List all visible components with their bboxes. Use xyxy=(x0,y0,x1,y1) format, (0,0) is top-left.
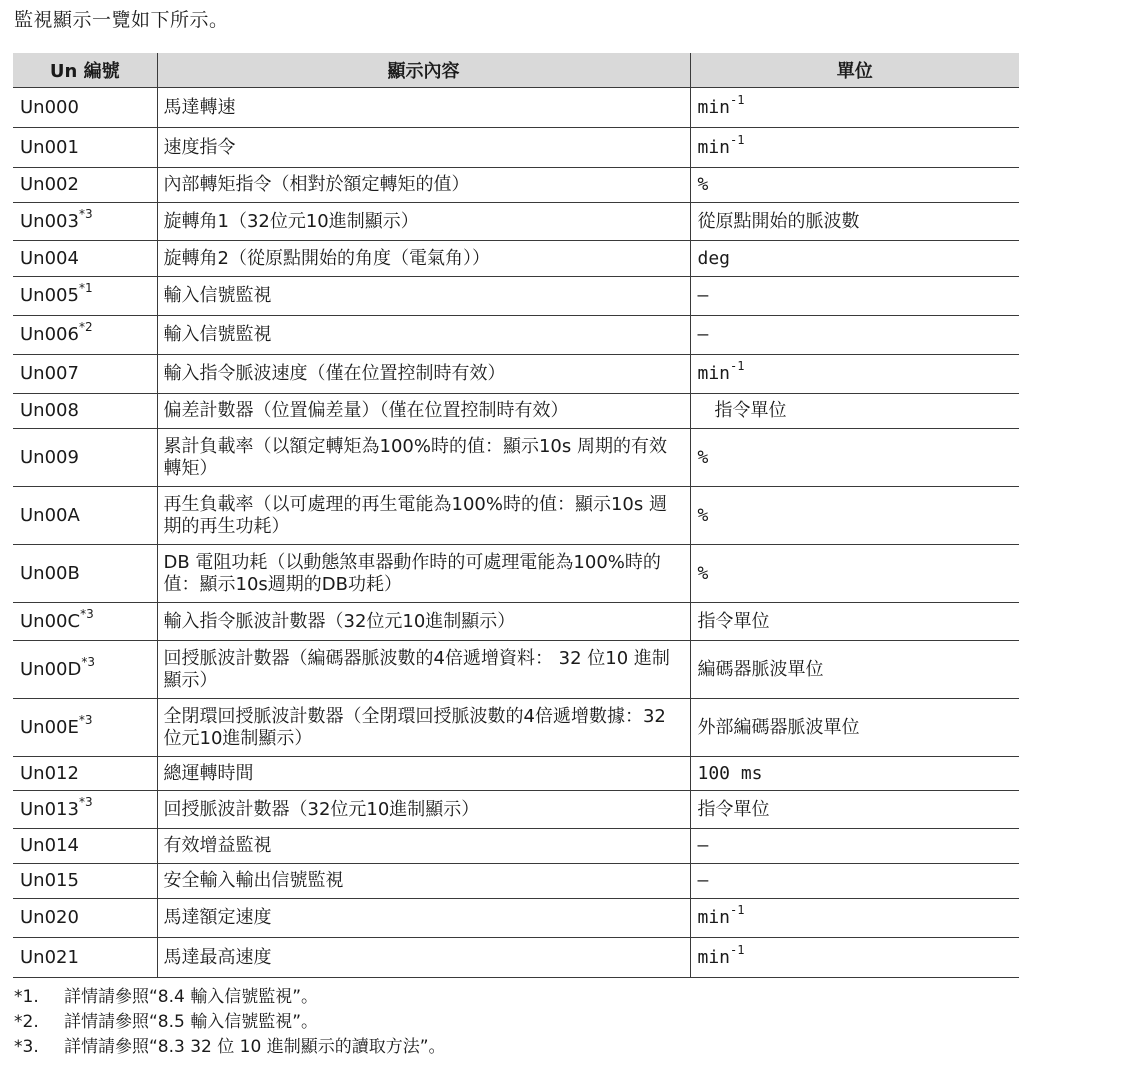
display-content: 全閉環回授脈波計數器（全閉環回授脈波數的4倍遞增數據：32位元10進制顯示） xyxy=(157,699,690,757)
un-code-cell xyxy=(13,603,157,641)
footnote-ref: *2 xyxy=(78,320,93,334)
display-content: 回授脈波計數器（32位元10進制顯示） xyxy=(157,791,690,829)
unit-exponent: -1 xyxy=(730,903,745,917)
table-row xyxy=(13,864,1019,899)
un-code-cell xyxy=(13,829,157,864)
un-code-cell xyxy=(13,791,157,829)
display-content: 旋轉角1（32位元10進制顯示） xyxy=(157,203,690,241)
table-row xyxy=(13,829,1019,864)
table-row xyxy=(13,355,1019,394)
display-content: 累計負載率（以額定轉矩為100%時的值：顯示10s 周期的有效轉矩） xyxy=(157,429,690,487)
unit-cell xyxy=(690,241,1019,277)
unit-value: 指令單位 xyxy=(714,400,787,421)
footnote-text: 詳情請參照“8.3 32 位 10 進制顯示的讀取方法”。 xyxy=(64,1037,446,1057)
un-code: Un008 xyxy=(20,400,79,421)
unit-value: 指令單位 xyxy=(697,610,770,632)
footnote-text: 詳情請參照“8.5 輸入信號監視”。 xyxy=(64,1012,319,1032)
table-row xyxy=(13,429,1019,487)
footnote-ref: *3 xyxy=(78,712,93,727)
table-row xyxy=(13,203,1019,241)
unit-value: 100 ms xyxy=(697,762,763,784)
unit-value: min xyxy=(697,363,731,384)
un-code: Un004 xyxy=(20,247,79,269)
un-code: Un00E xyxy=(20,716,79,738)
table-row xyxy=(13,277,1019,316)
footnote-ref: *3 xyxy=(78,206,93,221)
unit-exponent: -1 xyxy=(730,359,745,373)
display-content: 輸入指令脈波計數器（32位元10進制顯示） xyxy=(157,603,690,641)
unit-cell xyxy=(690,899,1019,938)
footnote xyxy=(14,985,446,1010)
unit-value: – xyxy=(697,870,709,891)
monitor-table xyxy=(13,53,1019,978)
footnote xyxy=(14,1010,446,1035)
display-content: 馬達轉速 xyxy=(157,88,690,128)
table-row xyxy=(13,757,1019,791)
unit-exponent: -1 xyxy=(730,942,745,957)
display-content: 安全輸入輸出信號監視 xyxy=(157,864,690,899)
unit-value: 外部編碼器脈波單位 xyxy=(697,716,860,738)
table-row xyxy=(13,603,1019,641)
unit-cell xyxy=(690,938,1019,978)
display-content: DB 電阻功耗（以動態煞車器動作時的可處理電能為100%時的值：顯示10s週期的DB功耗） xyxy=(157,545,690,603)
unit-exponent: -1 xyxy=(730,132,745,147)
display-content: 馬達額定速度 xyxy=(157,899,690,938)
un-code-cell xyxy=(13,355,157,394)
display-content: 輸入信號監視 xyxy=(157,277,690,316)
display-content: 回授脈波計數器（編碼器脈波數的4倍遞增資料： 32 位10 進制顯示） xyxy=(157,641,690,699)
unit-cell xyxy=(690,88,1019,128)
unit-cell xyxy=(690,641,1019,699)
header-un-number: Un 編號 xyxy=(13,53,157,88)
un-code-cell xyxy=(13,394,157,429)
unit-cell xyxy=(690,168,1019,203)
unit-value: % xyxy=(697,174,709,195)
footnote-mark: *2. xyxy=(14,1012,39,1032)
table-row xyxy=(13,487,1019,545)
unit-value: % xyxy=(697,446,709,468)
un-code-cell xyxy=(13,757,157,791)
un-code-cell xyxy=(13,938,157,978)
table-row xyxy=(13,394,1019,429)
footnote-ref: *3 xyxy=(81,654,95,669)
display-content: 偏差計數器（位置偏差量）（僅在位置控制時有效） xyxy=(157,394,690,429)
unit-exponent: -1 xyxy=(730,92,745,107)
unit-cell xyxy=(690,545,1019,603)
un-code-cell xyxy=(13,899,157,938)
unit-value: min xyxy=(697,96,731,118)
un-code-cell xyxy=(13,203,157,241)
table-row xyxy=(13,938,1019,978)
header-unit: 單位 xyxy=(690,53,1019,88)
unit-cell xyxy=(690,316,1019,355)
unit-value: 從原點開始的脈波數 xyxy=(697,210,860,232)
display-content: 輸入指令脈波速度（僅在位置控制時有效） xyxy=(157,355,690,394)
un-code-cell xyxy=(13,241,157,277)
table-row xyxy=(13,791,1019,829)
un-code: Un00A xyxy=(20,504,80,526)
unit-cell xyxy=(690,429,1019,487)
header-display-content: 顯示內容 xyxy=(157,53,690,88)
unit-value: 編碼器脈波單位 xyxy=(697,658,824,680)
un-code: Un00B xyxy=(20,562,80,584)
unit-value: % xyxy=(697,562,709,584)
footnote-ref: *1 xyxy=(78,281,93,295)
un-code-cell xyxy=(13,864,157,899)
unit-value: 指令單位 xyxy=(697,798,770,820)
unit-cell xyxy=(690,699,1019,757)
display-content: 總運轉時間 xyxy=(157,757,690,791)
unit-cell xyxy=(690,791,1019,829)
un-code: Un013 xyxy=(20,798,79,820)
un-code: Un014 xyxy=(20,835,79,856)
unit-value: – xyxy=(697,285,709,306)
un-code: Un005 xyxy=(20,285,79,306)
unit-value: – xyxy=(697,835,709,856)
unit-value: min xyxy=(697,136,731,158)
un-code-cell xyxy=(13,168,157,203)
unit-cell xyxy=(690,277,1019,316)
unit-cell xyxy=(690,829,1019,864)
unit-value: deg xyxy=(697,247,731,269)
footnote-mark: *1. xyxy=(14,987,39,1007)
un-code-cell xyxy=(13,699,157,757)
table-row xyxy=(13,88,1019,128)
unit-value: min xyxy=(697,946,731,968)
footnote xyxy=(14,1035,446,1060)
un-code: Un021 xyxy=(20,946,79,968)
table-header-row xyxy=(13,53,1019,88)
un-code: Un006 xyxy=(20,324,79,345)
unit-cell xyxy=(690,487,1019,545)
un-code-cell xyxy=(13,88,157,128)
un-code-cell xyxy=(13,429,157,487)
unit-cell xyxy=(690,603,1019,641)
table-row xyxy=(13,128,1019,168)
table-row xyxy=(13,899,1019,938)
un-code-cell xyxy=(13,487,157,545)
un-code: Un015 xyxy=(20,870,79,891)
un-code: Un001 xyxy=(20,136,79,158)
un-code-cell xyxy=(13,128,157,168)
intro-text: 監視顯示一覽如下所示。 xyxy=(14,9,229,31)
unit-cell xyxy=(690,203,1019,241)
un-code: Un003 xyxy=(20,210,79,232)
table-row xyxy=(13,641,1019,699)
un-code: Un002 xyxy=(20,174,79,195)
table-row xyxy=(13,241,1019,277)
un-code: Un000 xyxy=(20,96,79,118)
unit-cell xyxy=(690,394,1019,429)
unit-value: % xyxy=(697,504,709,526)
footnote-ref: *3 xyxy=(80,606,94,621)
display-content: 馬達最高速度 xyxy=(157,938,690,978)
un-code: Un012 xyxy=(20,762,79,784)
table-row xyxy=(13,316,1019,355)
display-content: 內部轉矩指令（相對於額定轉矩的值） xyxy=(157,168,690,203)
unit-value: – xyxy=(697,324,709,345)
unit-cell xyxy=(690,757,1019,791)
footnote-ref: *3 xyxy=(78,794,93,809)
un-code: Un009 xyxy=(20,446,79,468)
footnote-text: 詳情請參照“8.4 輸入信號監視”。 xyxy=(64,987,319,1007)
display-content: 輸入信號監視 xyxy=(157,316,690,355)
footnotes xyxy=(14,985,446,1060)
table-row xyxy=(13,168,1019,203)
display-content: 旋轉角2（從原點開始的角度（電氣角）） xyxy=(157,241,690,277)
table-row xyxy=(13,699,1019,757)
unit-cell xyxy=(690,355,1019,394)
un-code: Un00C xyxy=(20,610,81,632)
display-content: 再生負載率（以可處理的再生電能為100%時的值：顯示10s 週期的再生功耗） xyxy=(157,487,690,545)
un-code: Un00D xyxy=(20,658,82,680)
un-code-cell xyxy=(13,277,157,316)
display-content: 速度指令 xyxy=(157,128,690,168)
un-code-cell xyxy=(13,641,157,699)
unit-value: min xyxy=(697,907,731,928)
un-code-cell xyxy=(13,545,157,603)
un-code-cell xyxy=(13,316,157,355)
unit-cell xyxy=(690,864,1019,899)
un-code: Un020 xyxy=(20,907,79,928)
display-content: 有效增益監視 xyxy=(157,829,690,864)
table-row xyxy=(13,545,1019,603)
unit-cell xyxy=(690,128,1019,168)
un-code: Un007 xyxy=(20,363,79,384)
footnote-mark: *3. xyxy=(14,1037,39,1057)
